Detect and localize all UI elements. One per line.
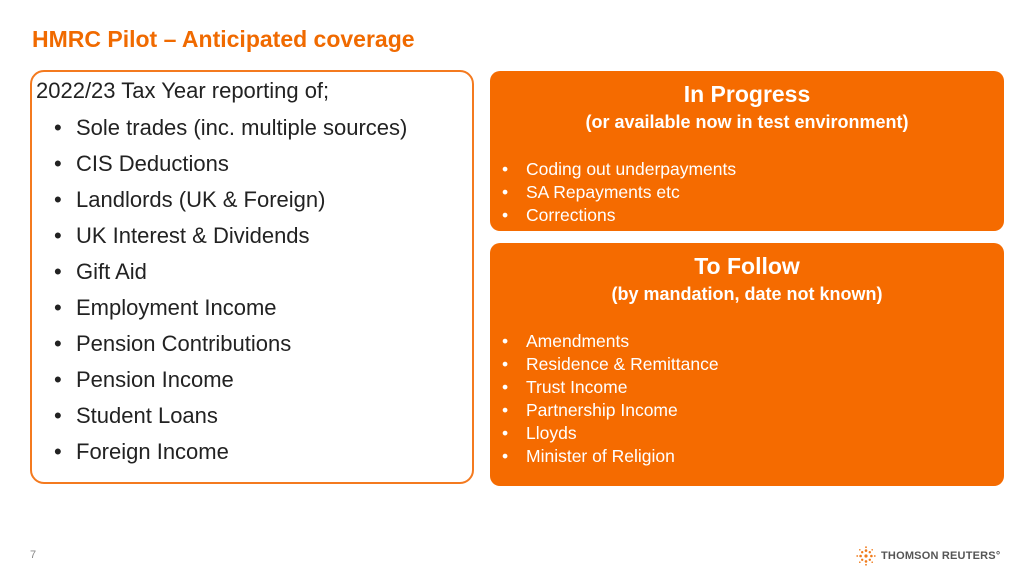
list-item: • Student Loans (54, 403, 218, 428)
list-item: • Employment Income (54, 295, 277, 320)
to-follow-title: To Follow (694, 253, 800, 279)
list-item: • Gift Aid (54, 259, 147, 284)
page-number: 7 (30, 549, 37, 561)
in-progress-subtitle: (or available now in test environment) (585, 112, 909, 132)
list-item: • Corrections (502, 205, 616, 225)
slide-title: HMRC Pilot – Anticipated coverage (32, 26, 415, 52)
list-item: • Pension Income (54, 367, 234, 392)
to-follow-panel (490, 243, 1004, 486)
thomson-reuters-logo (856, 546, 1000, 566)
list-item: • Landlords (UK & Foreign) (54, 187, 326, 212)
thomson-reuters-logo-icon (856, 546, 876, 566)
list-item: • Lloyds (502, 423, 577, 443)
coverage-list (54, 110, 407, 470)
list-item: • Sole trades (inc. multiple sources) (54, 115, 408, 140)
list-item: • Foreign Income (54, 439, 229, 464)
list-item: • Pension Contributions (54, 331, 292, 356)
list-item: • CIS Deductions (54, 151, 229, 176)
list-item: • Minister of Religion (502, 446, 675, 466)
coverage-intro: 2022/23 Tax Year reporting of; (36, 78, 330, 103)
in-progress-panel (490, 71, 1004, 231)
in-progress-title: In Progress (683, 81, 811, 107)
list-item: • Residence & Remittance (502, 354, 719, 374)
list-item: • Partnership Income (502, 400, 678, 420)
list-item: • Trust Income (502, 377, 628, 397)
list-item: • UK Interest & Dividends (54, 223, 310, 248)
list-item: • Coding out underpayments (502, 159, 737, 179)
list-item: • Amendments (502, 331, 630, 351)
logo-text: THOMSON REUTERS° (881, 550, 1001, 562)
to-follow-list (502, 330, 719, 468)
list-item: • SA Repayments etc (502, 182, 680, 202)
in-progress-list (502, 158, 736, 227)
to-follow-subtitle: (by mandation, date not known) (611, 284, 883, 304)
